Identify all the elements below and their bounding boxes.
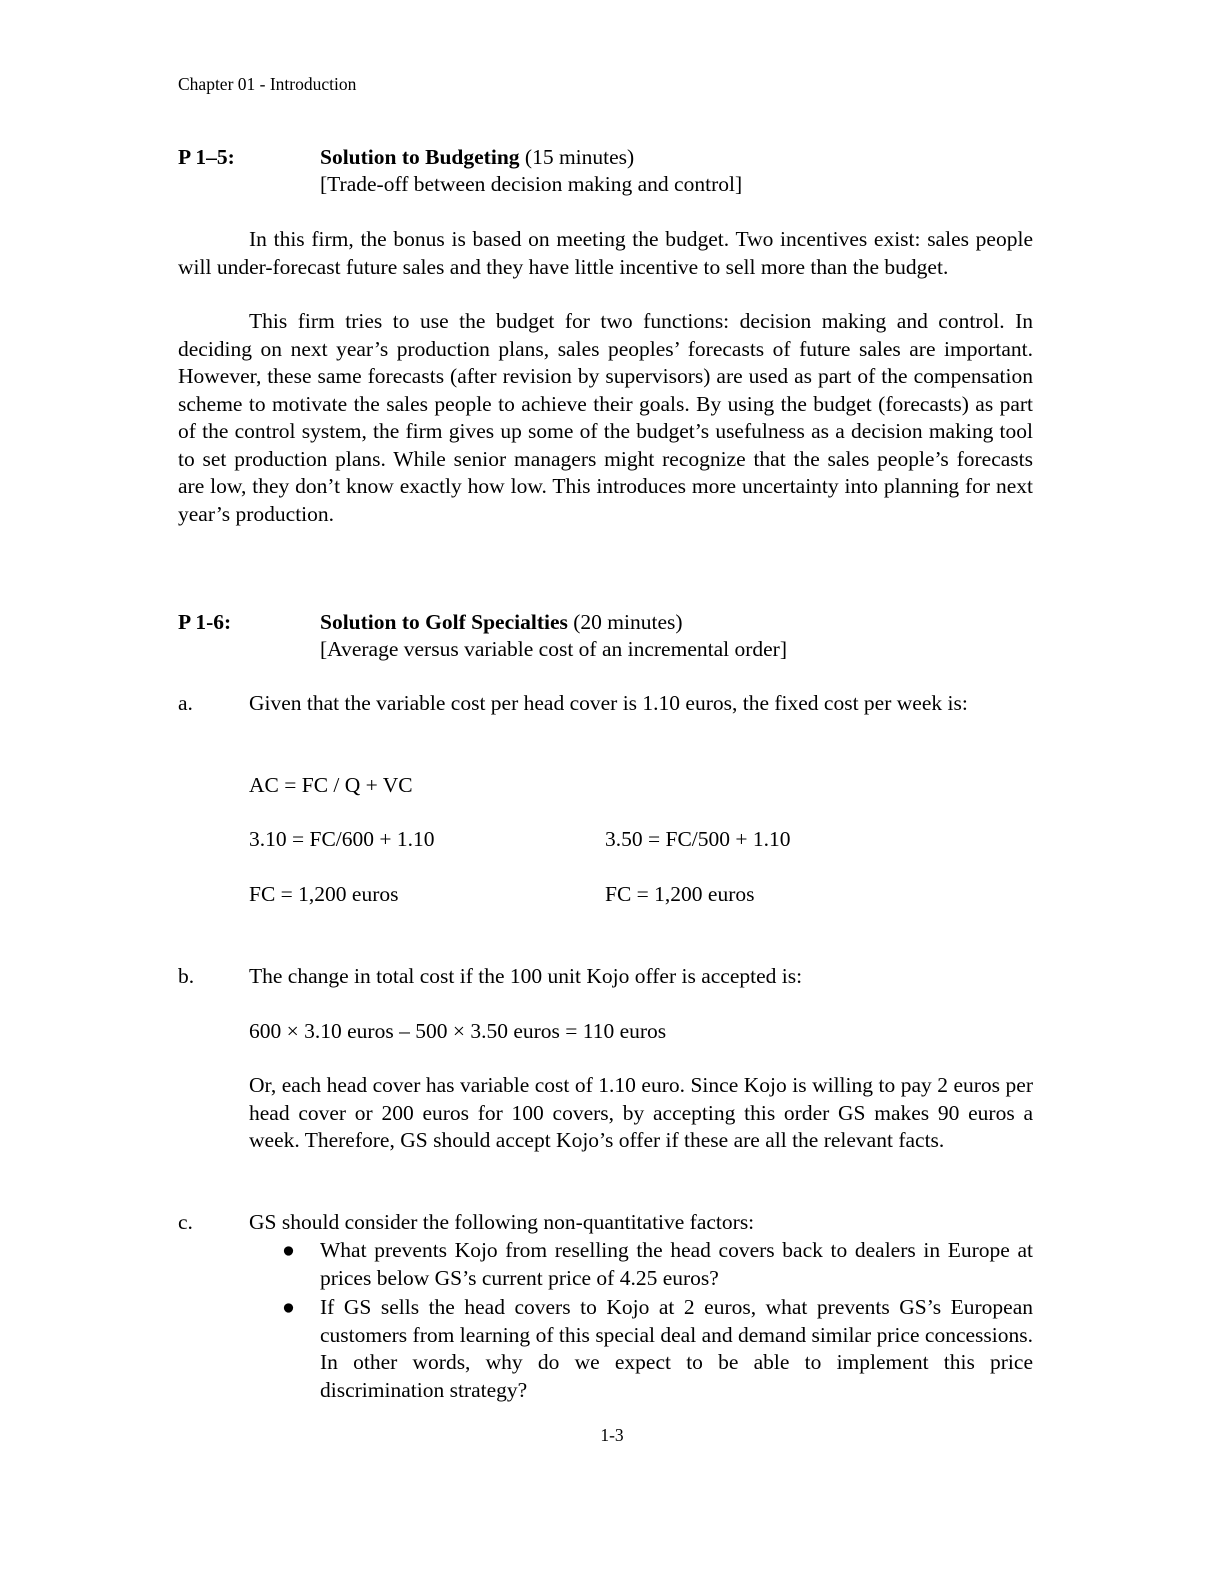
problem-subtitle: [Average versus variable cost of an incremental order] xyxy=(320,637,788,661)
equation-left-2: FC = 1,200 euros xyxy=(249,882,399,906)
running-head: Chapter 01 - Introduction xyxy=(178,74,357,94)
item-label-b: b. xyxy=(178,964,195,988)
equation-right-2: FC = 1,200 euros xyxy=(605,882,755,906)
item-text-b: The change in total cost if the 100 unit Kojo offer is accepted is: xyxy=(249,964,803,988)
problem-number: P 1–5: xyxy=(178,145,235,169)
equation-left-1: 3.10 = FC/600 + 1.10 xyxy=(249,827,435,851)
problem-time: (15 minutes) xyxy=(524,145,635,169)
list-item xyxy=(282,1294,1033,1404)
page-number: 1-3 xyxy=(600,1425,624,1445)
problem-time: (20 minutes) xyxy=(573,610,683,634)
problem-title xyxy=(320,609,683,637)
list-item xyxy=(282,1237,1033,1292)
problem-title xyxy=(320,144,634,172)
item-label-c: c. xyxy=(178,1210,193,1234)
equation-total-cost: 600 × 3.10 euros – 500 × 3.50 euros = 110 euros xyxy=(249,1019,667,1043)
problem-title-bold: Solution to Budgeting xyxy=(320,145,520,169)
problem-subtitle: [Trade-off between decision making and control] xyxy=(320,172,743,196)
equation-average-cost: AC = FC / Q + VC xyxy=(249,773,413,797)
problem-number: P 1-6: xyxy=(178,610,232,634)
paragraph-functions: This firm tries to use the budget for two functions: decision making and control. In deciding on next year’s production plans, sales peoples’ forecasts of future sales are important. However, these same forecasts (after revision by supervisors) are used as part of the compensation scheme to motivate the sales people to achieve their goals. By using the budget (forecasts) as part of the control system, the firm gives up some of the budget’s usefulness as a decision making tool to set production plans. While senior managers might recognize that the sales people’s forecasts are low, they don’t know exactly how low. This introduces more uncertainty into planning for next year’s production. xyxy=(178,309,1033,526)
list-item-text: If GS sells the head covers to Kojo at 2 euros, what prevents GS’s European customers from learning of this special deal and demand similar price concessions. In other words, why do we expect to be able to implement this price discrimination strategy? xyxy=(320,1295,1033,1402)
list-item-text: What prevents Kojo from reselling the head covers back to dealers in Europe at prices below GS’s current price of 4.25 euros? xyxy=(320,1238,1033,1290)
item-text-c: GS should consider the following non-quantitative factors: xyxy=(249,1210,755,1234)
equation-right-1: 3.50 = FC/500 + 1.10 xyxy=(605,827,791,851)
bullet-icon: ● xyxy=(282,1238,295,1262)
problem-title-bold: Solution to Golf Specialties xyxy=(320,610,568,634)
bullet-icon: ● xyxy=(282,1295,295,1319)
paragraph-variable-cost: Or, each head cover has variable cost of 1.10 euro. Since Kojo is willing to pay 2 euros per head cover or 200 euros for 100 covers, by accepting this order GS makes 90 euros a week. Therefore, GS should accept Kojo’s offer if these are all the relevant facts. xyxy=(249,1073,1033,1152)
paragraph-incentives: In this firm, the bonus is based on meeting the budget. Two incentives exist: sales people will under-forecast future sales and they have little incentive to sell more than the budget. xyxy=(178,227,1033,279)
item-label-a: a. xyxy=(178,691,193,715)
item-text-a: Given that the variable cost per head cover is 1.10 euros, the fixed cost per week is: xyxy=(249,691,968,715)
